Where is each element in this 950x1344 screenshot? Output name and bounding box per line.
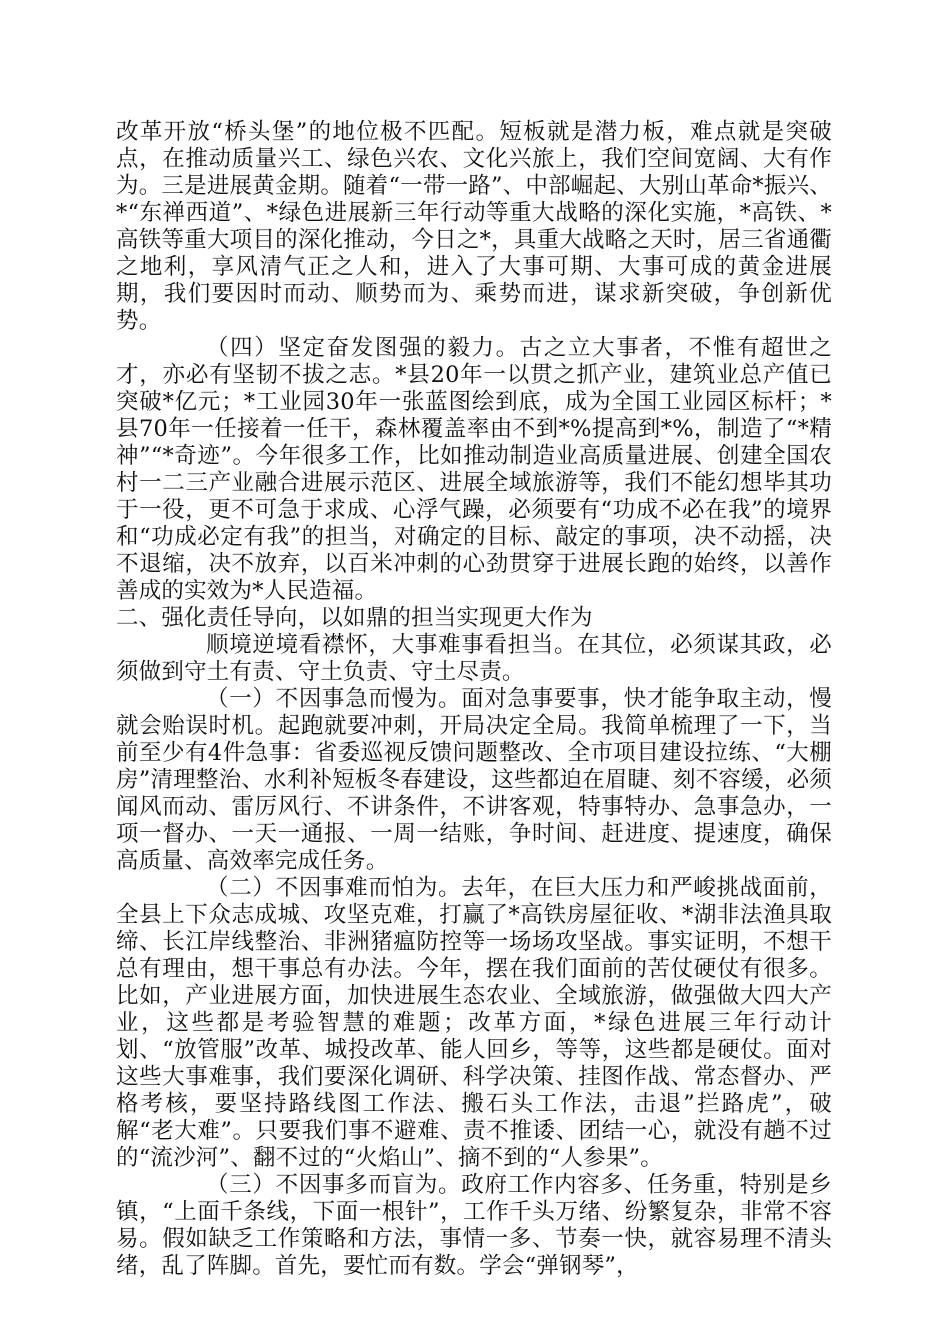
body-paragraph: （一）不因事急而慢为。面对急事要事，快才能争取主动，慢就会贻误时机。起跑就要冲刺，开局决定全局。我简单梳理了一下，当前至少有4件急事：省委巡视反馈问题整改、全市项目建设拉练、“大棚房”清理整治、水利补短板冬春建设，这些都迫在眉睫、刻不容缓，必须闻风而动、雷厉风行、不讲条件，不讲客观，特事特办、急事急办，一项一督办、一天一通报、一周一结账，争时间、赶进度、提速度，确保高质量、高效率完成任务。 [116,686,832,874]
section-heading: 二、强化责任导向，以如鼎的担当实现更大作为 [116,605,593,631]
body-paragraph: 顺境逆境看襟怀，大事难事看担当。在其位，必须谋其政，必须做到守土有责、守土负责、守土尽责。 [116,632,832,685]
body-paragraph: （三）不因事多而盲为。政府工作内容多、任务重，特别是乡镇，“上面千条线，下面一根针”，工作千头万绪、纷繁复杂，非常不容易。假如缺乏工作策略和方法，事情一多、节奏一快，就容易理不清头绪，乱了阵脚。首先，要忙而有数。学会“弹钢琴”， [116,1172,832,1279]
body-paragraph: （四）坚定奋发图强的毅力。古之立大事者，不惟有超世之才，亦必有坚韧不拔之志。*县20年一以贯之抓产业，建筑业总产值已突破*亿元；*工业园30年一张蓝图绘到底，成为全国工业园区标杆；*县70年一任接着一任干，森林覆盖率由不到*%提高到*%，制造了“*精神”“*奇迹”。今年很多工作，比如推动制造业高质量进展、创建全国农村一二三产业融合进展示范区、进展全域旅游等，我们不能幻想毕其功于一役，更不可急于求成、心浮气躁，必须要有“功成不必在我”的境界和“功成必定有我”的担当，对确定的目标、敲定的事项，决不动摇，决不退缩，决不放弃，以百米冲刺的心劲贯穿于进展长跑的始终，以善作善成的实效为*人民造福。 [116,335,832,604]
document-body [116,119,832,1280]
body-paragraph: 改革开放“桥头堡”的地位极不匹配。短板就是潜力板，难点就是突破点，在推动质量兴工、绿色兴农、文化兴旅上，我们空间宽阔、大有作为。三是进展黄金期。随着“一带一路”、中部崛起、大别山革命*振兴、*“东禅西道”、*绿色进展新三年行动等重大战略的深化实施，*高铁、*高铁等重大项目的深化推动，今日之*，具重大战略之天时，居三省通衢之地利，享风清气正之人和，进入了大事可期、大事可成的黄金进展期，我们要因时而动、顺势而为、乘势而进，谋求新突破，争创新优势。 [116,119,832,334]
body-paragraph: （二）不因事难而怕为。去年，在巨大压力和严峻挑战面前，全县上下众志成城、攻坚克难，打赢了*高铁房屋征收、*湖非法渔具取缔、长江岸线整治、非洲猪瘟防控等一场场攻坚战。事实证明，不想干总有理由，想干事总有办法。今年，摆在我们面前的苦仗硬仗有很多。比如，产业进展方面，加快进展生态农业、全域旅游，做强做大四大产业，这些都是考验智慧的难题；改革方面，*绿色进展三年行动计划、“放管服”改革、城投改革、能人回乡，等等，这些都是硬仗。面对这些大事难事，我们要深化调研、科学决策、挂图作战、常态督办、严格考核，要坚持路线图工作法、搬石头工作法，击退”拦路虎”，破解“老大难”。只要我们事不避难、责不推诿、团结一心，就没有趟不过的“流沙河”、翻不过的“火焰山”、摘不到的“人参果”。 [116,875,832,1171]
